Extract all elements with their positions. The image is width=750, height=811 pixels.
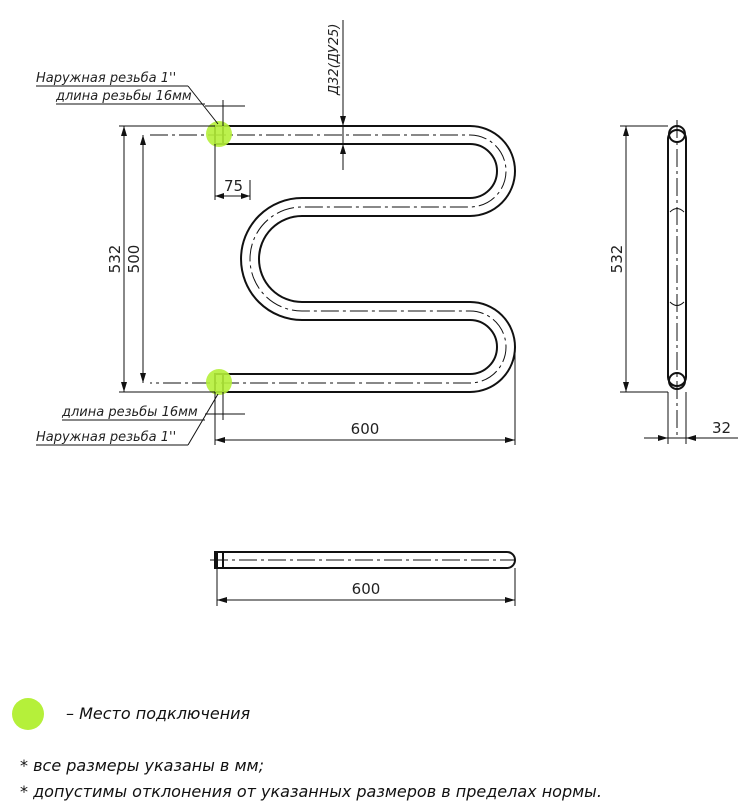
dim-pipe-diameter: Д32(ДУ25) — [327, 23, 342, 95]
pipe-center-axis — [150, 135, 506, 383]
label-thread-top: Наружная резьба 1'' — [36, 71, 177, 86]
dim-width-top: 600 — [351, 580, 381, 598]
dim-height-inner: 500 — [125, 244, 143, 274]
side-view — [608, 120, 738, 444]
dim-width-front: 600 — [350, 420, 380, 438]
legend-connection-label: – Место подключения — [66, 704, 251, 723]
connection-point-top — [206, 121, 232, 147]
note-units: * все размеры указаны в мм; — [20, 756, 264, 775]
pipe-outer-edge — [217, 126, 515, 392]
dim-height-side: 532 — [608, 244, 626, 274]
dim-offset: 75 — [224, 177, 244, 195]
label-thread-length-top: длина резьбы 16мм — [56, 89, 192, 104]
dim-height-outer: 532 — [106, 244, 124, 274]
dim-depth-side: 32 — [712, 419, 732, 437]
connection-point-bottom — [206, 369, 232, 395]
top-view — [210, 552, 515, 606]
legend-connection-swatch — [12, 698, 44, 730]
legend — [12, 698, 251, 730]
label-thread-bottom: Наружная резьба 1'' — [36, 430, 177, 445]
label-thread-length-bottom: длина резьбы 16мм — [62, 405, 198, 420]
front-view — [150, 121, 515, 395]
note-tolerance: * допустимы отклонения от указанных размеров в пределах нормы. — [20, 782, 602, 801]
notes — [20, 756, 602, 801]
